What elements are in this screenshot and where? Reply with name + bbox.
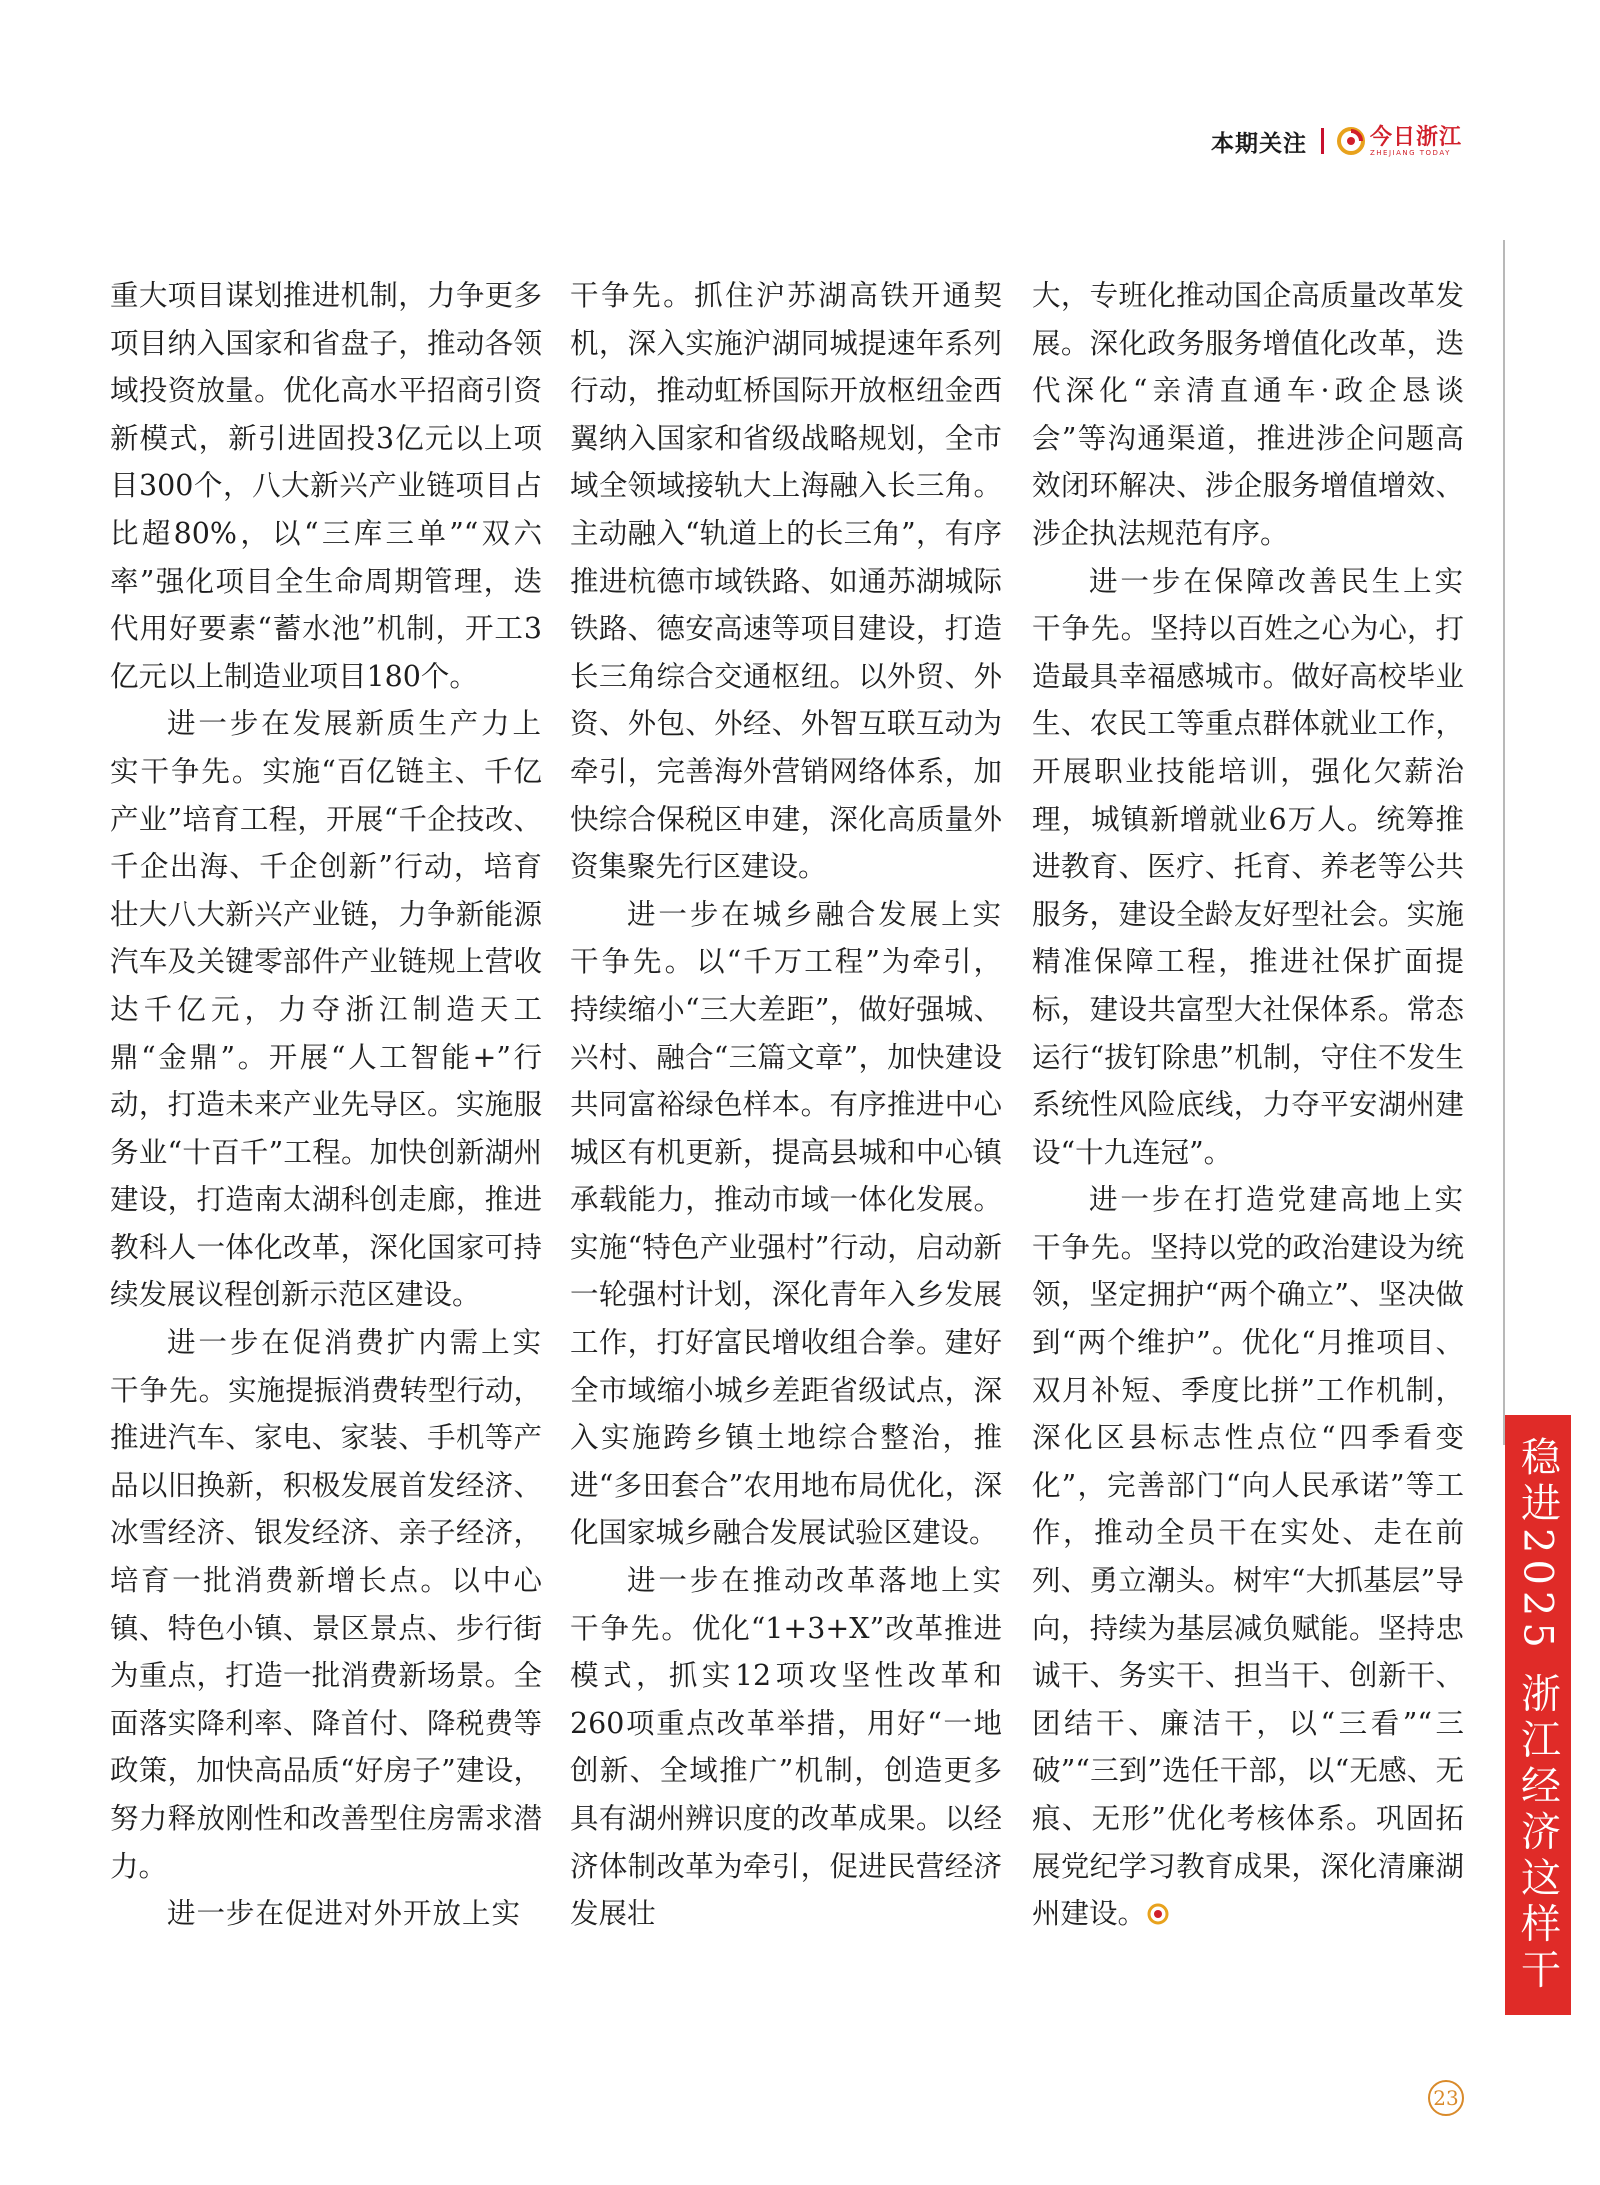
paragraph bbox=[570, 1557, 1002, 1938]
paragraph-lead: 进一步在打造党建高地上实干争先。 bbox=[1032, 1183, 1464, 1264]
magazine-logo bbox=[1336, 123, 1462, 157]
paragraph-text: 坚持以百姓之心为心，打造最具幸福感城市。做好高校毕业生、农民工等重点群体就业工作，开展职业技能培训，强化欠薪治理，城镇新增就业6万人。统筹推进教育、医疗、托育、养老等公共服务，建设全龄友好型社会。实施精准保障工程，推进社保扩面提标，建设共富型大社保体系。常态运行“拔钉除患”机制，守住不发生系统性风险底线，力夺平安湖州建设“十九连冠”。 bbox=[1032, 612, 1464, 1169]
paragraph-text: 重大项目谋划推进机制，力争更多项目纳入国家和省盘子，推动各领域投资放量。优化高水平招商引资新模式，新引进固投3亿元以上项目300个，八大新兴产业链项目占比超80%，以“三库三单”“双六率”强化项目全生命周期管理，迭代用好要素“蓄水池”机制，开工3亿元以上制造业项目180个。 bbox=[110, 279, 542, 693]
paragraph bbox=[1032, 558, 1464, 1177]
logo-name: 今日浙江 bbox=[1369, 123, 1462, 150]
page-number: 23 bbox=[1428, 2080, 1464, 2116]
paragraph bbox=[110, 1890, 542, 1938]
paragraph-text: 坚持以党的政治建设为统领，坚定拥护“两个确立”、坚决做到“两个维护”。优化“月推项目、双月补短、季度比拼”工作机制，深化区县标志性点位“四季看变化”，完善部门“向人民承诺”等工作，推动全员干在实处、走在前列、勇立潮头。树牢“大抓基层”导向，持续为基层减负赋能。坚持忠诚干、务实干、担当干、创新干、团结干、廉洁干，以“三看”“三破”“三到”选任干部，以“无感、无痕、无形”优化考核体系。巩固拓展党纪学习教育成果，深化清廉湖州建设。 bbox=[1032, 1230, 1465, 1931]
paragraph bbox=[570, 272, 1002, 891]
sidebar-title: 稳进2025 浙江经济这样干 bbox=[1514, 1435, 1561, 1995]
end-mark-icon bbox=[1146, 1902, 1170, 1926]
paragraph-lead: 进一步在发展新质生产力上实干争先。 bbox=[110, 707, 542, 788]
paragraph-text: 实施提振消费转型行动，推进汽车、家电、家装、手机等产品以旧换新，积极发展首发经济、冰雪经济、银发经济、亲子经济，培育一批消费新增长点。以中心镇、特色小镇、景区景点、步行街为重点，打造一批消费新场景。全面落实降利率、降首付、降税费等政策，加快高品质“好房子”建设，努力释放刚性和改善型住房需求潜力。 bbox=[110, 1373, 542, 1883]
sidebar-tab bbox=[1505, 1415, 1571, 2015]
paragraph bbox=[110, 700, 542, 1319]
paragraph bbox=[110, 1319, 542, 1890]
paragraph-lead: 进一步在城乡融合发展上实干争先。 bbox=[570, 897, 1002, 979]
sidebar-rule bbox=[1503, 240, 1505, 1445]
page-header bbox=[1211, 118, 1462, 164]
paragraph-text: 干争先。抓住沪苏湖高铁开通契机，深入实施沪湖同城提速年系列行动，推动虹桥国际开放枢纽金西翼纳入国家和省级战略规划，全市域全领域接轨大上海融入长三角。主动融入“轨道上的长三角”，有序推进杭德市域铁路、如通苏湖城际铁路、德安高速等项目建设，打造长三角综合交通枢纽。以外贸、外资、外包、外经、外智互联互动为牵引，完善海外营销网络体系，加快综合保税区申建，深化高质量外资集聚先行区建设。 bbox=[570, 279, 1002, 884]
paragraph bbox=[110, 272, 542, 700]
paragraph-text: 以“千万工程”为牵引，持续缩小“三大差距”，做好强城、兴村、融合“三篇文章”，加快建设共同富裕绿色样本。有序推进中心城区有机更新，提高县城和中心镇承载能力，推动市域一体化发展。实施“特色产业强村”行动，启动新一轮强村计划，深化青年入乡发展工作，打好富民增收组合拳。建好全市域缩小城乡差距省级试点，深入实施跨乡镇土地综合整治，推进“多田套合”农用地布局优化，深化国家城乡融合发展试验区建设。 bbox=[570, 945, 1002, 1550]
paragraph bbox=[570, 891, 1002, 1557]
paragraph-lead: 进一步在促消费扩内需上实干争先。 bbox=[110, 1326, 542, 1407]
logo-english: ZHEJIANG TODAY bbox=[1369, 148, 1451, 157]
paragraph-lead: 进一步在推动改革落地上实干争先。 bbox=[570, 1564, 1002, 1645]
paragraph-lead: 进一步在保障改善民生上实干争先。 bbox=[1032, 564, 1464, 646]
paragraph bbox=[1032, 1176, 1464, 1938]
paragraph-text: 实施“百亿链主、千亿产业”培育工程，开展“千企技改、千企出海、千企创新”行动，培育壮大八大新兴产业链，力争新能源汽车及关键零部件产业链规上营收达千亿元，力夺浙江制造天工鼎“金鼎”。开展“人工智能+”行动，打造未来产业先导区。实施服务业“十百千”工程。加快创新湖州建设，打造南太湖科创走廊，推进教科人一体化改革，深化国家可持续发展议程创新示范区建设。 bbox=[110, 754, 542, 1312]
article-column-1 bbox=[110, 272, 542, 1938]
header-divider bbox=[1321, 128, 1324, 154]
paragraph-text: 大，专班化推动国企高质量改革发展。深化政务服务增值化改革，迭代深化“亲清直通车·政企恳谈会”等沟通渠道，推进涉企问题高效闭环解决、涉企服务增值增效、涉企执法规范有序。 bbox=[1032, 279, 1464, 550]
logo-swirl-icon bbox=[1336, 126, 1366, 156]
section-label: 本期关注 bbox=[1210, 130, 1307, 157]
article-column-2 bbox=[570, 272, 1002, 1938]
article-column-3 bbox=[1032, 272, 1464, 1938]
paragraph-text: 优化“1+3+X”改革推进模式，抓实12项攻坚性改革和260项重点改革举措，用好“一地创新、全域推广”机制，创造更多具有湖州辨识度的改革成果。以经济体制改革为牵引，促进民营经济发展壮 bbox=[570, 1611, 1002, 1931]
paragraph bbox=[1032, 272, 1464, 558]
paragraph-lead: 进一步在促进对外开放上实 bbox=[167, 1897, 522, 1931]
